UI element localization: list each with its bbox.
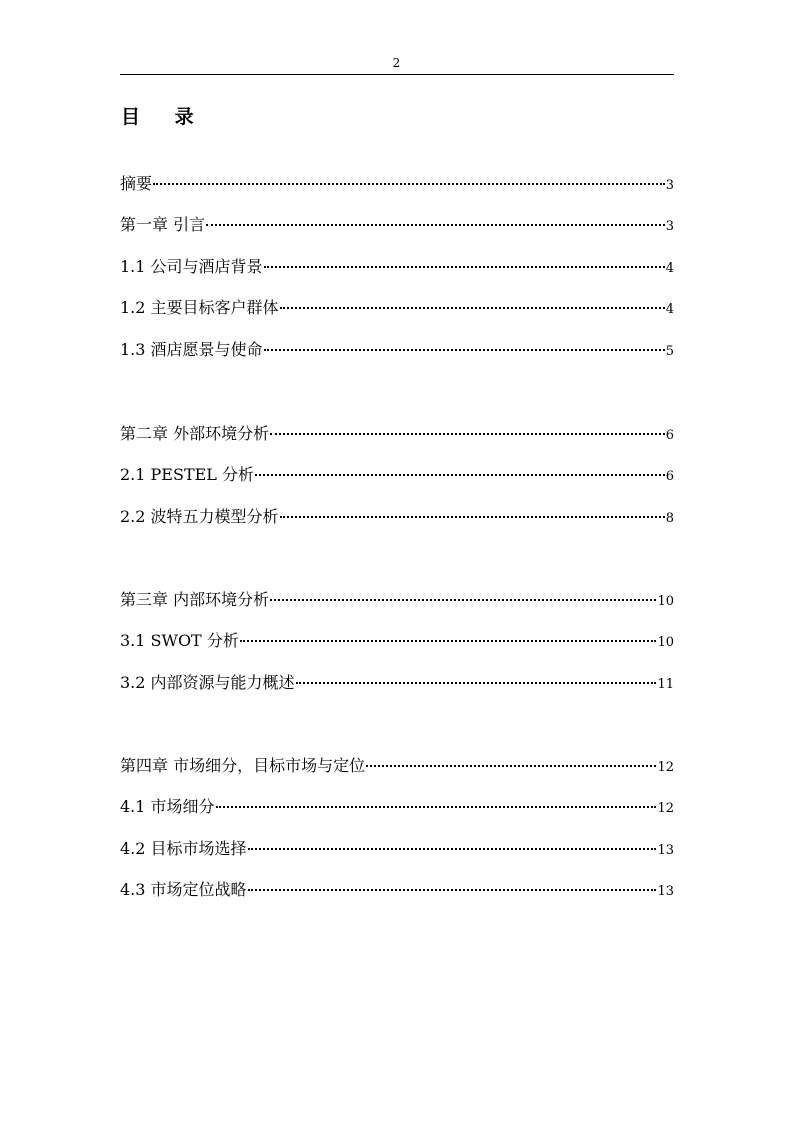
- toc-entry-3-2[interactable]: [120, 671, 674, 695]
- toc-entry-2-2[interactable]: [120, 505, 674, 529]
- toc-entry-page: 3: [665, 178, 674, 193]
- toc-entry-label: 3.2 内部资源与能力概述: [120, 673, 295, 692]
- toc-leader-dots: [264, 266, 665, 268]
- toc-entry-4-2[interactable]: [120, 837, 674, 861]
- toc-entry-label: 1.1 公司与酒店背景: [120, 257, 263, 276]
- toc-entry-page: 8: [665, 511, 674, 526]
- toc-entry-label: 4.2 目标市场选择: [120, 839, 247, 858]
- toc-entry-page: 12: [657, 760, 674, 775]
- toc-entry-label: 第四章 市场细分，目标市场与定位: [120, 756, 366, 775]
- toc-entry-label: 2.2 波特五力模型分析: [120, 507, 279, 526]
- toc-entry-page: 13: [657, 884, 674, 899]
- header-divider: [120, 74, 674, 75]
- toc-entry-label: 1.2 主要目标客户群体: [120, 298, 279, 317]
- toc-entry-1-1[interactable]: [120, 255, 674, 279]
- toc-leader-dots: [264, 349, 665, 351]
- toc-leader-dots: [270, 433, 665, 435]
- toc-leader-dots: [206, 224, 665, 226]
- toc-leader-dots: [366, 765, 656, 767]
- toc-leader-dots: [216, 806, 657, 808]
- toc-entry-2-1[interactable]: [120, 463, 674, 487]
- toc-leader-dots: [255, 474, 665, 476]
- toc-entry-label: 3.1 SWOT 分析: [120, 631, 239, 650]
- toc-entry-page: 10: [657, 635, 674, 650]
- toc-entry-chapter-1[interactable]: [120, 213, 674, 237]
- toc-leader-dots: [248, 889, 657, 891]
- toc-entry-chapter-4[interactable]: [120, 754, 674, 778]
- toc-entry-page: 4: [665, 261, 674, 276]
- toc-entry-label: 第二章 外部环境分析: [120, 424, 270, 443]
- toc-entry-abstract[interactable]: [120, 172, 674, 196]
- toc-title: 目 录: [121, 106, 208, 128]
- toc-entry-page: 10: [657, 594, 674, 609]
- toc-entry-4-3[interactable]: [120, 878, 674, 902]
- toc-entry-label: 第一章 引言: [120, 215, 206, 234]
- toc-entry-chapter-3[interactable]: [120, 588, 674, 612]
- toc-entry-4-1[interactable]: [120, 795, 674, 819]
- toc-entry-page: 3: [665, 219, 674, 234]
- toc-leader-dots: [240, 640, 657, 642]
- toc-entry-page: 4: [665, 302, 674, 317]
- toc-entry-page: 11: [657, 677, 674, 692]
- toc-entry-page: 5: [665, 344, 674, 359]
- toc-entry-label: 摘要: [120, 174, 153, 193]
- toc-entry-page: 6: [665, 428, 674, 443]
- toc-entry-3-1[interactable]: [120, 629, 674, 653]
- toc-entry-page: 13: [657, 843, 674, 858]
- toc-entry-label: 4.3 市场定位战略: [120, 880, 247, 899]
- toc-leader-dots: [296, 682, 657, 684]
- toc-leader-dots: [248, 848, 657, 850]
- toc-leader-dots: [153, 183, 665, 185]
- toc-entry-label: 2.1 PESTEL 分析: [120, 465, 255, 484]
- toc-leader-dots: [280, 516, 665, 518]
- page-number: 2: [392, 56, 401, 70]
- toc-entry-1-2[interactable]: [120, 296, 674, 320]
- toc-entry-page: 6: [665, 469, 674, 484]
- toc-leader-dots: [270, 599, 656, 601]
- toc-entry-chapter-2[interactable]: [120, 422, 674, 446]
- toc-entry-label: 1.3 酒店愿景与使命: [120, 340, 263, 359]
- toc-entry-1-3[interactable]: [120, 338, 674, 362]
- toc-entry-page: 12: [657, 801, 674, 816]
- toc-entry-label: 4.1 市场细分: [120, 797, 215, 816]
- toc-leader-dots: [280, 307, 665, 309]
- toc-entry-label: 第三章 内部环境分析: [120, 590, 270, 609]
